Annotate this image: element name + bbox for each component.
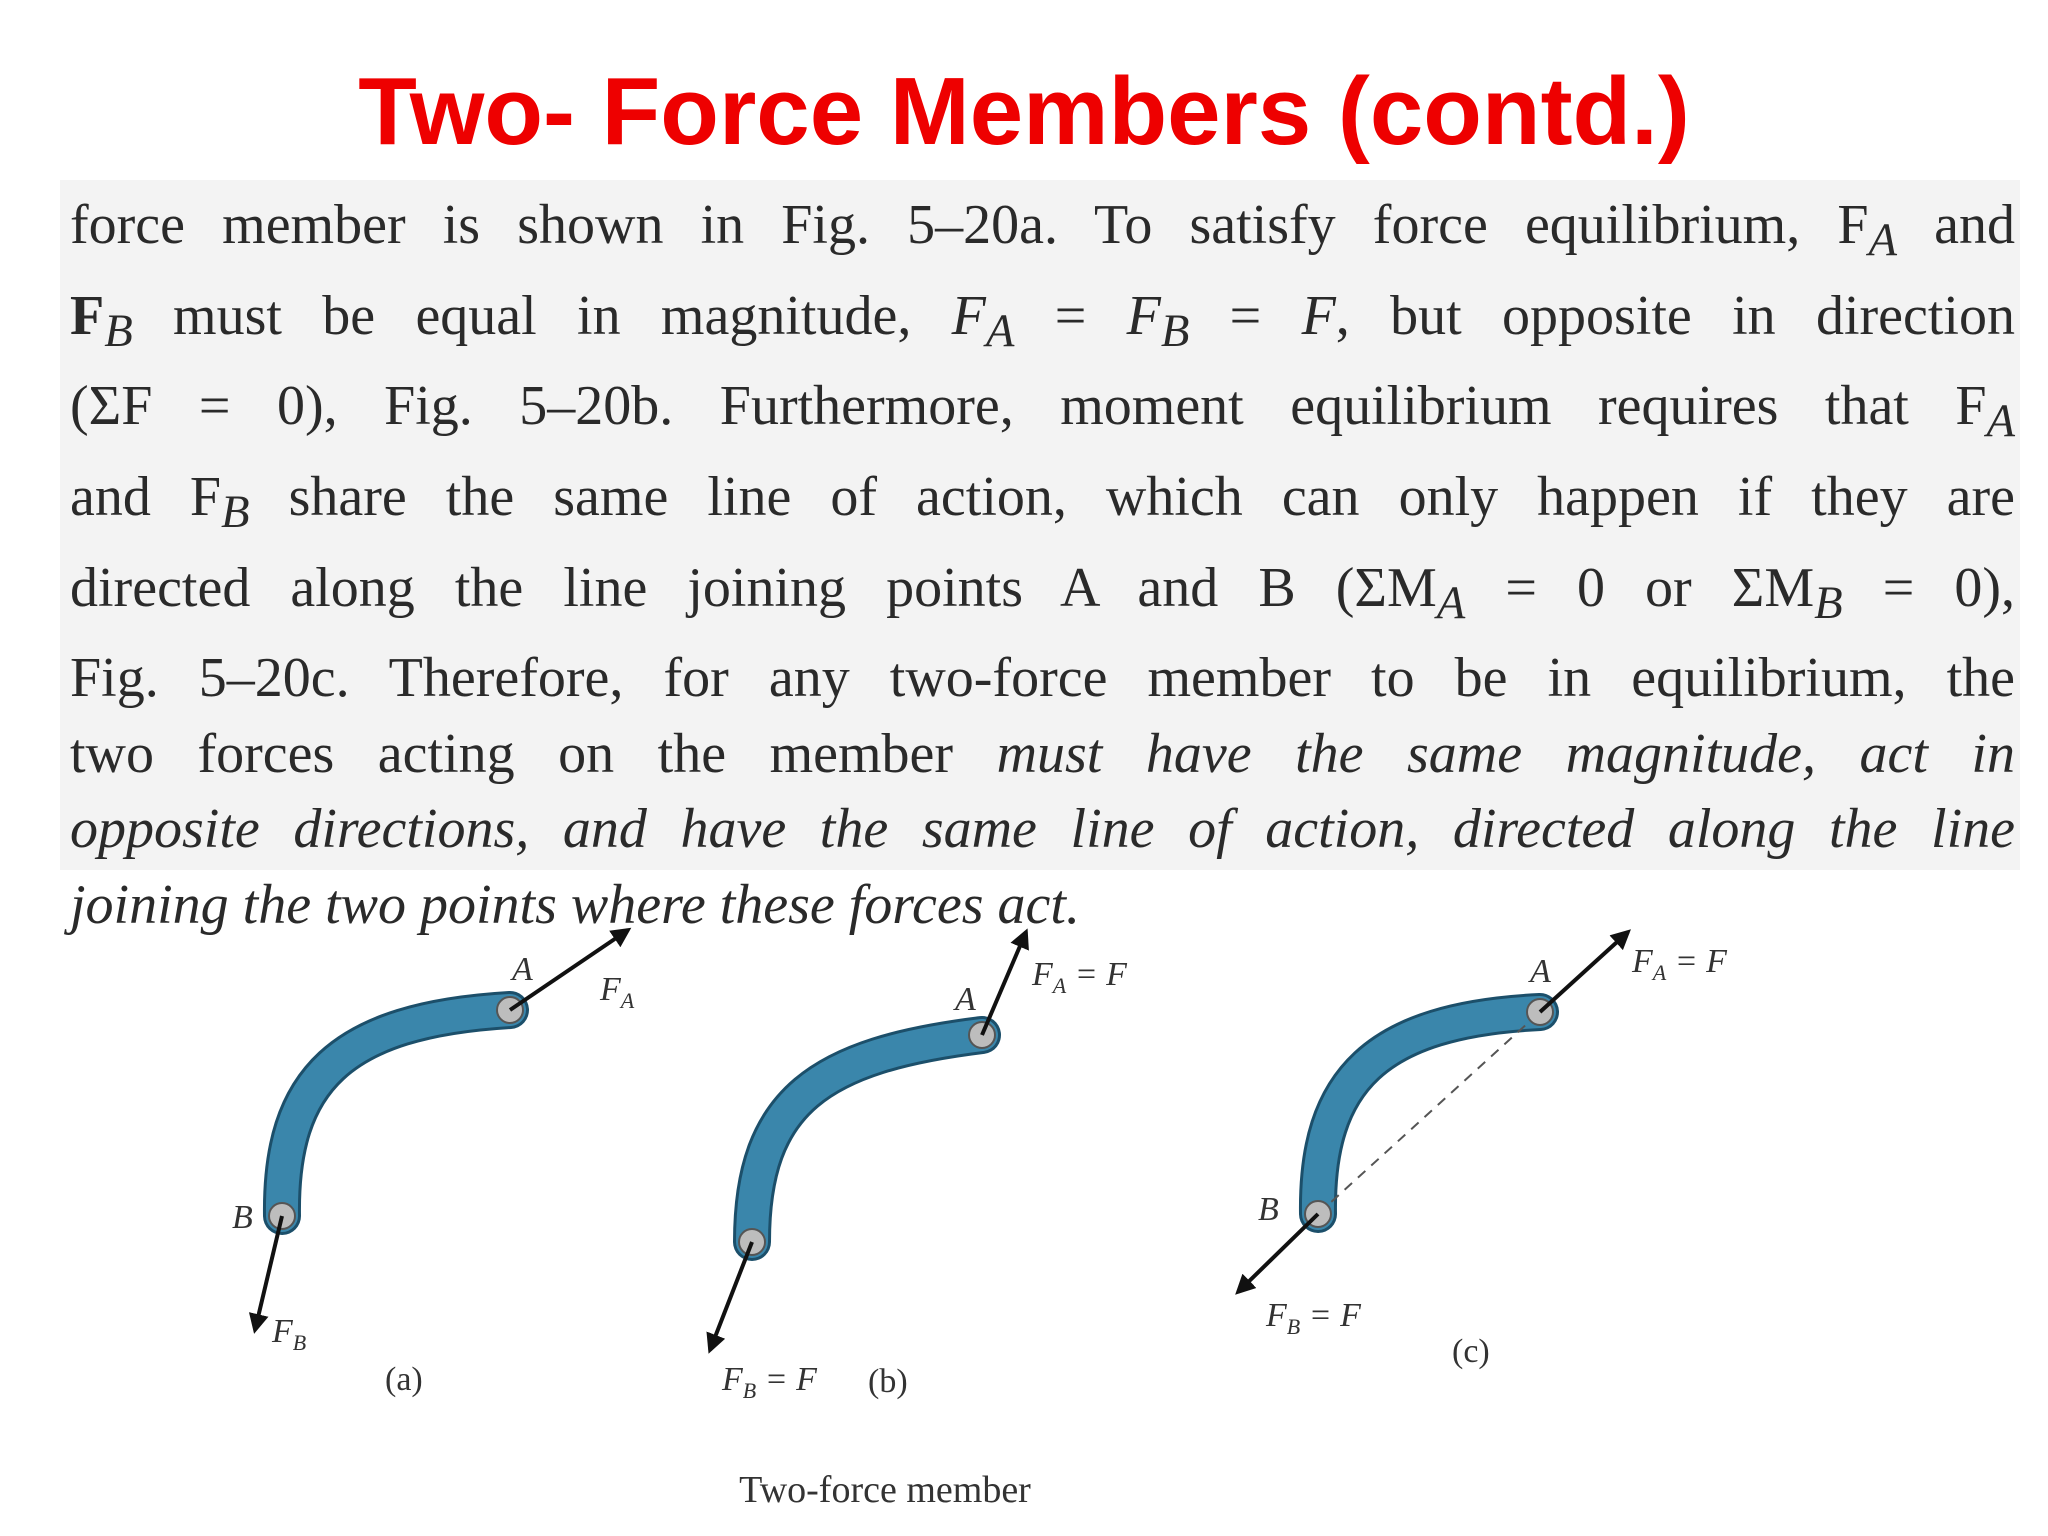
label-force-fa: $F_A = F$ xyxy=(1032,956,1127,998)
symbol-fb: F xyxy=(1126,284,1161,347)
textbook-paragraph xyxy=(70,188,2015,943)
line-1-end: and xyxy=(1897,194,2015,256)
line-7-italic: must have the same magnitude, act in xyxy=(996,722,2015,785)
line-4-text: and F xyxy=(70,466,222,529)
line-2-mid: must be equal in magnitude, xyxy=(132,284,952,347)
subscript-a: A xyxy=(1436,576,1466,629)
paragraph-line-5 xyxy=(70,551,2015,642)
force-arrow-fb xyxy=(710,1242,752,1350)
panel-label-b: (b) xyxy=(868,1363,908,1400)
two-force-member-figure xyxy=(0,880,2048,1536)
paragraph-line-1 xyxy=(70,188,2015,279)
panel-label-c: (c) xyxy=(1452,1333,1490,1370)
subscript-a: A xyxy=(985,304,1015,357)
label-force-fb: $F_B = F$ xyxy=(1266,1297,1361,1339)
paragraph-line-8: opposite directions, and have the same line of action, directed along the line xyxy=(70,798,2015,861)
force-arrow-fa xyxy=(982,932,1026,1035)
line-4-end: share the same line of action, which can only happen if they are xyxy=(249,466,2015,529)
figure-caption: Two-force member xyxy=(739,1469,1031,1511)
subscript-a: A xyxy=(1868,214,1898,267)
line-5-mid: = 0 or ΣM xyxy=(1465,556,1815,619)
slide-title: Two- Force Members (contd.) xyxy=(358,58,1690,165)
panel-label-a: (a) xyxy=(385,1361,423,1398)
label-point-b: B xyxy=(1258,1191,1279,1228)
equals: = xyxy=(1189,284,1302,347)
line-1-text: force member is shown in Fig. 5–20a. To satisfy force equilibrium, F xyxy=(70,194,1869,256)
subscript-a: A xyxy=(1986,395,2015,448)
label-point-a: A xyxy=(955,981,976,1018)
member-b xyxy=(752,1035,982,1242)
label-point-a: A xyxy=(1530,953,1551,990)
subscript-b: B xyxy=(221,486,250,539)
paragraph-line-4 xyxy=(70,460,2015,551)
line-3-text: (ΣF = 0), Fig. 5–20b. Furthermore, moment equilibrium requires that F xyxy=(70,375,1987,438)
label-point-b: B xyxy=(232,1199,253,1236)
panel-b xyxy=(710,932,1128,1403)
paragraph-line-9: joining the two points where these forces act. xyxy=(70,873,1080,936)
paragraph-line-6: Fig. 5–20c. Therefore, for any two-force member to be in equilibrium, the xyxy=(70,647,2015,710)
label-force-fb: $F_B$ xyxy=(272,1313,307,1355)
line-5-text: directed along the line joining points A and B (ΣM xyxy=(70,556,1437,619)
figure-svg xyxy=(0,880,2048,1536)
paragraph-line-3 xyxy=(70,369,2015,460)
force-fb-bold: F xyxy=(70,284,105,347)
label-force-fa: $F_A = F$ xyxy=(1632,943,1727,985)
subscript-b: B xyxy=(1814,576,1843,629)
subscript-b: B xyxy=(104,304,133,357)
paragraph-line-7 xyxy=(70,717,2015,793)
subscript-b: B xyxy=(1160,304,1190,357)
force-arrow-fa xyxy=(1540,932,1628,1012)
line-2-end: , but opposite in direction xyxy=(1335,284,2015,347)
label-force-fb: $F_B = F$ xyxy=(722,1361,817,1403)
label-point-a: A xyxy=(512,951,533,988)
paragraph-line-2 xyxy=(70,279,2015,370)
symbol-f: F xyxy=(1301,284,1336,347)
panel-c xyxy=(1238,932,1728,1370)
line-7-text: two forces acting on the member xyxy=(70,722,997,785)
symbol-fa: F xyxy=(951,284,986,347)
equals: = xyxy=(1014,284,1127,347)
line-5-end: = 0), xyxy=(1842,556,2015,619)
panel-a xyxy=(232,930,635,1398)
label-force-fa: $F_A$ xyxy=(600,971,635,1013)
